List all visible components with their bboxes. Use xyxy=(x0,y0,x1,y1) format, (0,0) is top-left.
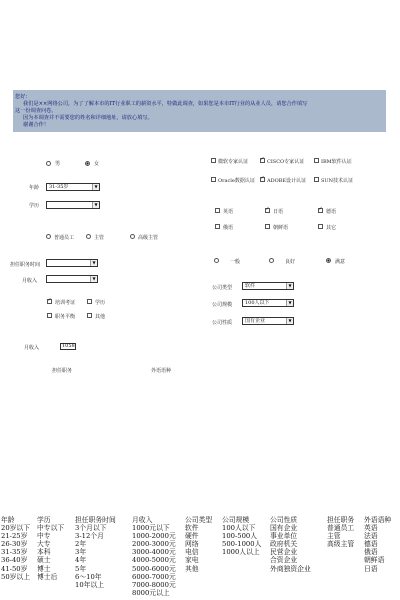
intro-panel xyxy=(13,90,386,132)
list-item: 7000-8000元 xyxy=(132,580,176,589)
cert-cisco-label: CISCO专家认证 xyxy=(267,159,305,165)
position-supervisor-label: 主管 xyxy=(94,235,105,241)
satisfaction-good-label: 良好 xyxy=(285,259,296,265)
gender-female-radio[interactable] xyxy=(85,161,90,166)
satisfaction-normal-radio[interactable] xyxy=(214,258,219,263)
income-field-label: 月收入 xyxy=(24,345,40,351)
company-nature-select[interactable] xyxy=(242,317,294,325)
list-item: 电信 xyxy=(185,548,199,557)
age-select[interactable] xyxy=(46,183,100,191)
lang-japanese-checkbox[interactable] xyxy=(265,208,270,213)
list-item: 德语 xyxy=(364,540,378,549)
list-item: 政府机关 xyxy=(270,540,298,549)
list-item: 4年 xyxy=(75,556,87,565)
list-item: 8000元以上 xyxy=(132,588,170,597)
cert-adobe-checkbox[interactable] xyxy=(260,177,265,182)
lang-japanese-label: 日语 xyxy=(273,209,284,215)
income-input-value: 1058 xyxy=(62,343,75,349)
tenure-label: 担任职务时间 xyxy=(10,262,41,268)
list-item: 博士 xyxy=(37,564,51,573)
gender-female-label: 女 xyxy=(94,161,100,167)
satisfaction-normal-label: 一般 xyxy=(230,259,241,265)
lang-russian-label: 俄语 xyxy=(223,225,234,231)
list-item: 本科 xyxy=(37,548,51,557)
ref-header: 公司性质 xyxy=(270,516,298,524)
ref-header: 担任职务时间 xyxy=(75,516,116,524)
cert-oracle-label: Oracle数据认证 xyxy=(218,178,255,184)
lang-english-label: 英语 xyxy=(223,209,234,215)
tenure-select[interactable] xyxy=(46,259,98,267)
ref-column-company-size xyxy=(222,516,261,556)
intro-line-4: 谢谢合作！ xyxy=(23,122,49,128)
list-item: 3个月以下 xyxy=(75,524,107,533)
ref-header: 月收入 xyxy=(132,516,153,524)
list-item: 日语 xyxy=(364,564,378,573)
gender-male-label: 男 xyxy=(55,161,61,167)
list-item: 1000元以下 xyxy=(132,524,170,533)
lang-german-label: 德语 xyxy=(326,209,337,215)
ref-header: 担任职务 xyxy=(327,516,355,524)
ref-column-income xyxy=(132,516,176,597)
goal-other-checkbox[interactable] xyxy=(87,313,92,318)
age-label: 年龄 xyxy=(29,185,40,191)
list-item: 41-50岁 xyxy=(1,564,28,573)
ref-column-age xyxy=(1,516,30,581)
list-item: 其他 xyxy=(185,564,199,573)
company-type-select-value: 软件 xyxy=(245,283,256,289)
lang-russian-checkbox[interactable] xyxy=(215,224,220,229)
chevron-down-icon: ▼ xyxy=(90,260,97,266)
cert-sun-checkbox[interactable] xyxy=(314,177,319,182)
list-item: 中专以下 xyxy=(37,524,65,533)
cert-microsoft-label: 微软专家认证 xyxy=(218,159,249,165)
chevron-down-icon: ▼ xyxy=(286,300,293,306)
age-select-value: 31-35岁 xyxy=(49,184,69,190)
lang-other-label: 其它 xyxy=(326,225,337,231)
list-item: 21-25岁 xyxy=(1,532,28,541)
education-select[interactable] xyxy=(46,201,100,209)
position-senior-label: 高级主管 xyxy=(138,235,159,241)
cert-microsoft-checkbox[interactable] xyxy=(211,158,216,163)
chevron-down-icon: ▼ xyxy=(92,202,99,208)
list-item: 1000-2000元 xyxy=(132,532,176,541)
list-item: 俄语 xyxy=(364,548,378,557)
company-type-label: 公司类型 xyxy=(212,285,233,291)
lang-english-checkbox[interactable] xyxy=(215,208,220,213)
list-item: 硬件 xyxy=(185,532,199,541)
company-type-select[interactable] xyxy=(242,282,294,290)
monthly-income-select[interactable] xyxy=(46,275,98,283)
list-item: 3年 xyxy=(75,548,87,557)
cert-ibm-checkbox[interactable] xyxy=(314,158,319,163)
list-item: 50岁以上 xyxy=(1,572,31,581)
list-item: 1000人以上 xyxy=(222,548,260,557)
list-item: 合资企业 xyxy=(270,556,298,565)
ref-header: 学历 xyxy=(37,516,51,524)
goal-balance-label: 职务平衡 xyxy=(55,314,76,320)
bottom-label-language: 外语语种 xyxy=(151,368,172,374)
lang-korean-checkbox[interactable] xyxy=(265,224,270,229)
chevron-down-icon: ▼ xyxy=(90,276,97,282)
list-item: 事业单位 xyxy=(270,532,298,541)
company-size-select[interactable] xyxy=(242,299,294,307)
list-item: 36-40岁 xyxy=(1,556,28,565)
list-item: 4000-5000元 xyxy=(132,556,176,565)
ref-column-position xyxy=(327,516,354,548)
ref-header: 外语语种 xyxy=(364,516,392,524)
cert-oracle-checkbox[interactable] xyxy=(211,177,216,182)
satisfaction-satisfied-label: 满意 xyxy=(335,259,346,265)
list-item: 中专 xyxy=(37,532,51,541)
cert-sun-label: SUN技术认证 xyxy=(321,178,354,184)
chevron-down-icon: ▼ xyxy=(286,318,293,324)
list-item: 3000-4000元 xyxy=(132,548,176,557)
list-item: 民营企业 xyxy=(270,548,298,557)
lang-korean-label: 朝鲜语 xyxy=(273,225,289,231)
list-item: 软件 xyxy=(185,524,199,533)
company-nature-label: 公司性质 xyxy=(212,320,233,326)
list-item: 网络 xyxy=(185,540,199,549)
list-item: 博士后 xyxy=(37,572,58,581)
company-size-label: 公司规模 xyxy=(212,302,233,308)
ref-header: 公司类型 xyxy=(185,516,213,524)
list-item: 家电 xyxy=(185,556,199,565)
chevron-down-icon: ▼ xyxy=(92,184,99,190)
position-staff-radio[interactable] xyxy=(46,234,51,239)
education-label: 学历 xyxy=(29,203,40,209)
list-item: 高级主管 xyxy=(327,540,355,549)
ref-header: 年龄 xyxy=(1,516,15,524)
chevron-down-icon: ▼ xyxy=(286,283,293,289)
list-item: 31-35岁 xyxy=(1,548,28,557)
ref-column-tenure xyxy=(75,516,116,589)
satisfaction-good-radio[interactable] xyxy=(269,258,274,263)
goal-training-checkbox[interactable] xyxy=(47,299,52,304)
list-item: 10年以上 xyxy=(75,580,105,589)
company-nature-select-value: 国有企业 xyxy=(245,318,266,324)
list-item: 5000-6000元 xyxy=(132,564,176,573)
lang-german-checkbox[interactable] xyxy=(318,208,323,213)
position-staff-label: 普通员工 xyxy=(54,235,75,241)
goal-degree-checkbox[interactable] xyxy=(87,299,92,304)
list-item: 大专 xyxy=(37,540,51,549)
lang-other-checkbox[interactable] xyxy=(318,224,323,229)
intro-line-1: 我们是××网络公司，为了了解本市的IT行业职工的薪资水平，特做此调查，如果您是本市IT行业的从业人员，请您合作填写 xyxy=(23,101,308,107)
list-item: 普通员工 xyxy=(327,524,355,533)
list-item: 20岁以下 xyxy=(1,524,31,533)
bottom-label-position: 担任职务 xyxy=(52,368,73,374)
list-item: 6～10年 xyxy=(75,572,102,581)
list-item: 2000-3000元 xyxy=(132,540,176,549)
cert-adobe-label: ADOBE设计认证 xyxy=(267,178,307,184)
ref-column-language xyxy=(364,516,391,573)
list-item: 100-500人 xyxy=(222,532,258,541)
monthly-income-label: 月收入 xyxy=(22,278,38,284)
list-item: 6000-7000元 xyxy=(132,572,176,581)
gender-male-radio[interactable] xyxy=(46,161,51,166)
list-item: 26-30岁 xyxy=(1,540,28,549)
goal-training-label: 培训考证 xyxy=(55,300,76,306)
intro-greeting: 您好： xyxy=(15,94,31,100)
ref-header: 公司规模 xyxy=(222,516,250,524)
list-item: 2年 xyxy=(75,540,87,549)
income-input[interactable] xyxy=(60,343,76,350)
intro-line-2: 这一份调查问卷。 xyxy=(15,108,57,114)
list-item: 外商独资企业 xyxy=(270,564,311,573)
cert-ibm-label: IBM软件认证 xyxy=(321,159,352,165)
intro-line-3: 因为本调查并不需要您的姓名和详细地址，请放心填写。 xyxy=(23,115,153,121)
list-item: 国有企业 xyxy=(270,524,298,533)
ref-column-company-type xyxy=(185,516,212,573)
satisfaction-satisfied-radio[interactable] xyxy=(326,258,331,263)
list-item: 500-1000人 xyxy=(222,540,262,549)
position-supervisor-radio[interactable] xyxy=(86,234,91,239)
list-item: 英语 xyxy=(364,524,378,533)
cert-cisco-checkbox[interactable] xyxy=(260,158,265,163)
goal-degree-label: 学历 xyxy=(95,300,106,306)
list-item: 法语 xyxy=(364,532,378,541)
list-item: 5年 xyxy=(75,564,87,573)
position-senior-radio[interactable] xyxy=(130,234,135,239)
list-item: 100人以下 xyxy=(222,524,256,533)
list-item: 朝鲜语 xyxy=(364,556,385,565)
goal-other-label: 其他 xyxy=(95,314,106,320)
list-item: 主管 xyxy=(327,532,341,541)
list-item: 硕士 xyxy=(37,556,51,565)
goal-balance-checkbox[interactable] xyxy=(47,313,52,318)
ref-column-education xyxy=(37,516,64,581)
list-item: 3-12个月 xyxy=(75,532,104,541)
ref-column-company-nature xyxy=(270,516,311,573)
company-size-select-value: 100人以下 xyxy=(245,300,270,306)
